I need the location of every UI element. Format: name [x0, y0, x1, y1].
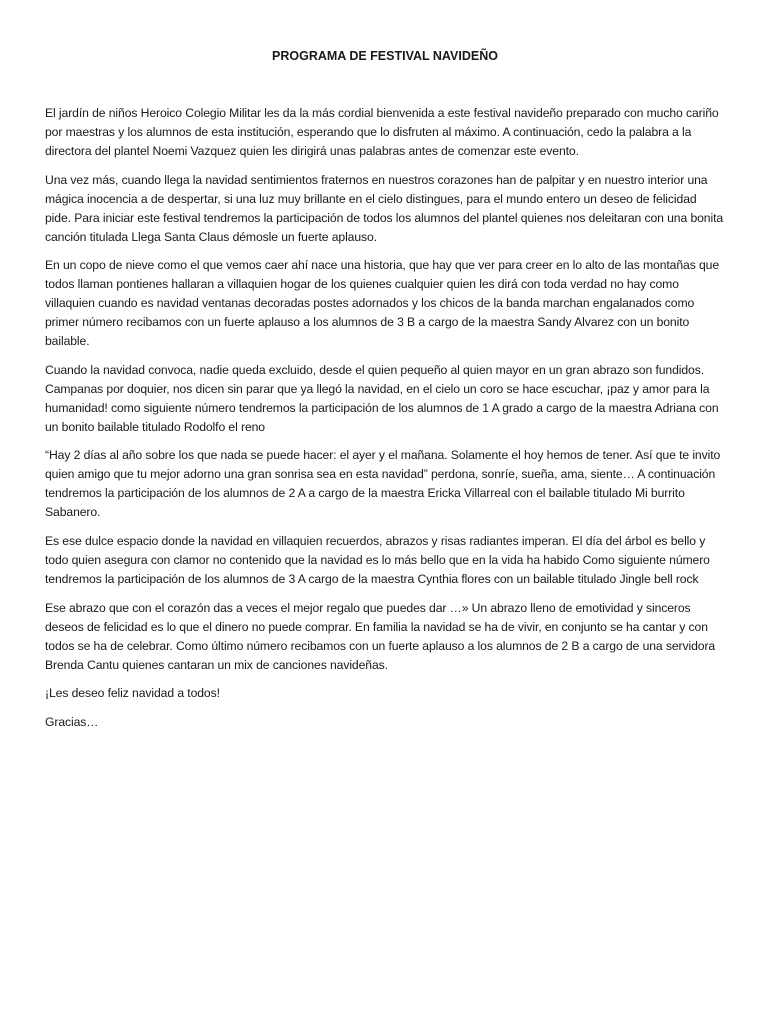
paragraph-2a: “Hay 2 días al año sobre los que nada se puede hacer: el ayer y el mañana. Solamente el hoy hemos de tener. Así que te invito quien amigo que tu mejor adorno una gran sonrisa sea en esta navidad” perdona, sonríe, sueña, ama, siente… A continuación tendremos la participación de los alumnos de 2 A a cargo de la maestra Ericka Villarreal con el bailable titulado Mi burrito Sabanero.	[45, 448, 721, 520]
paragraph-welcome: El jardín de niños Heroico Colegio Militar les da la más cordial bienvenida a este festival navideño preparado con mucho cariño por maestras y los alumnos de esta institución, esperando que lo disfruten al máximo. A continuación, cedo la palabra a la directora del plantel Noemi Vazquez quien les dirigirá unas palabras antes de comenzar este evento.	[45, 106, 719, 158]
document-title: PROGRAMA DE FESTIVAL NAVIDEÑO	[272, 49, 498, 63]
paragraph-3a: Es ese dulce espacio donde la navidad en villaquien recuerdos, abrazos y risas radiantes imperan. El día del árbol es bello y todo quien asegura con clamor no contenido que la navidad es lo más bello que en la vida ha habido Como siguiente número tendremos la participación de los alumnos de 3 A cargo de la maestra Cynthia flores con un bailable titulado Jingle bell rock	[45, 533, 710, 586]
paragraph-2b: Ese abrazo que con el corazón das a veces el mejor regalo que puedes dar …» Un abrazo lleno de emotividad y sinceros deseos de felicidad es lo que el dinero no puede comprar. En familia la navidad se ha de vivir, en conjunto se ha cantar y con todos se ha de celebrar. Como último número recibamos con un fuerte aplauso a los alumnos de 2 B a cargo de una servidora Brenda Cantu quienes cantaran un mix de canciones navideñas.	[45, 600, 716, 672]
paragraph-thanks: Gracias…	[45, 714, 99, 729]
paragraph-1a: Cuando la navidad convoca, nadie queda excluido, desde el quien pequeño al quien mayor en un gran abrazo son fundidos. Campanas por doquier, nos dicen sin parar que ya llegó la navidad, en el cielo un coro se hace escuchar, ¡paz y amor para la humanidad! como siguiente número tendremos la participación de los alumnos de 1 A grado a cargo de la maestra Adriana con un bonito bailable titulado Rodolfo el reno	[45, 362, 719, 434]
paragraph-santa-claus: Una vez más, cuando llega la navidad sentimientos fraternos en nuestros corazones han de palpitar y en nuestro interior una mágica inocencia a de despertar, si una luz muy brillante en el cielo distingues, para el mundo entero un deseo de felicidad pide. Para iniciar este festival tendremos la participación de todos los alumnos del plantel quienes nos deleitaran con una bonita canción titulada Llega Santa Claus démosle un fuerte aplauso.	[45, 172, 724, 244]
document-body	[45, 104, 725, 741]
paragraph-3b: En un copo de nieve como el que vemos caer ahí nace una historia, que hay que ver para creer en lo alto de las montañas que todos llaman pontienes hallaran a villaquien hogar de los quienes cualquier quien les dirá con toda verdad no hay como villaquien cuando es navidad ventanas decoradas postes adornados y los chicos de la banda marchan engalanados como primer número recibamos con un fuerte aplauso a los alumnos de 3 B a cargo de la maestra Sandy Alvarez con un bonito bailable.	[45, 258, 720, 349]
paragraph-greeting: ¡Les deseo feliz navidad a todos!	[45, 686, 220, 701]
